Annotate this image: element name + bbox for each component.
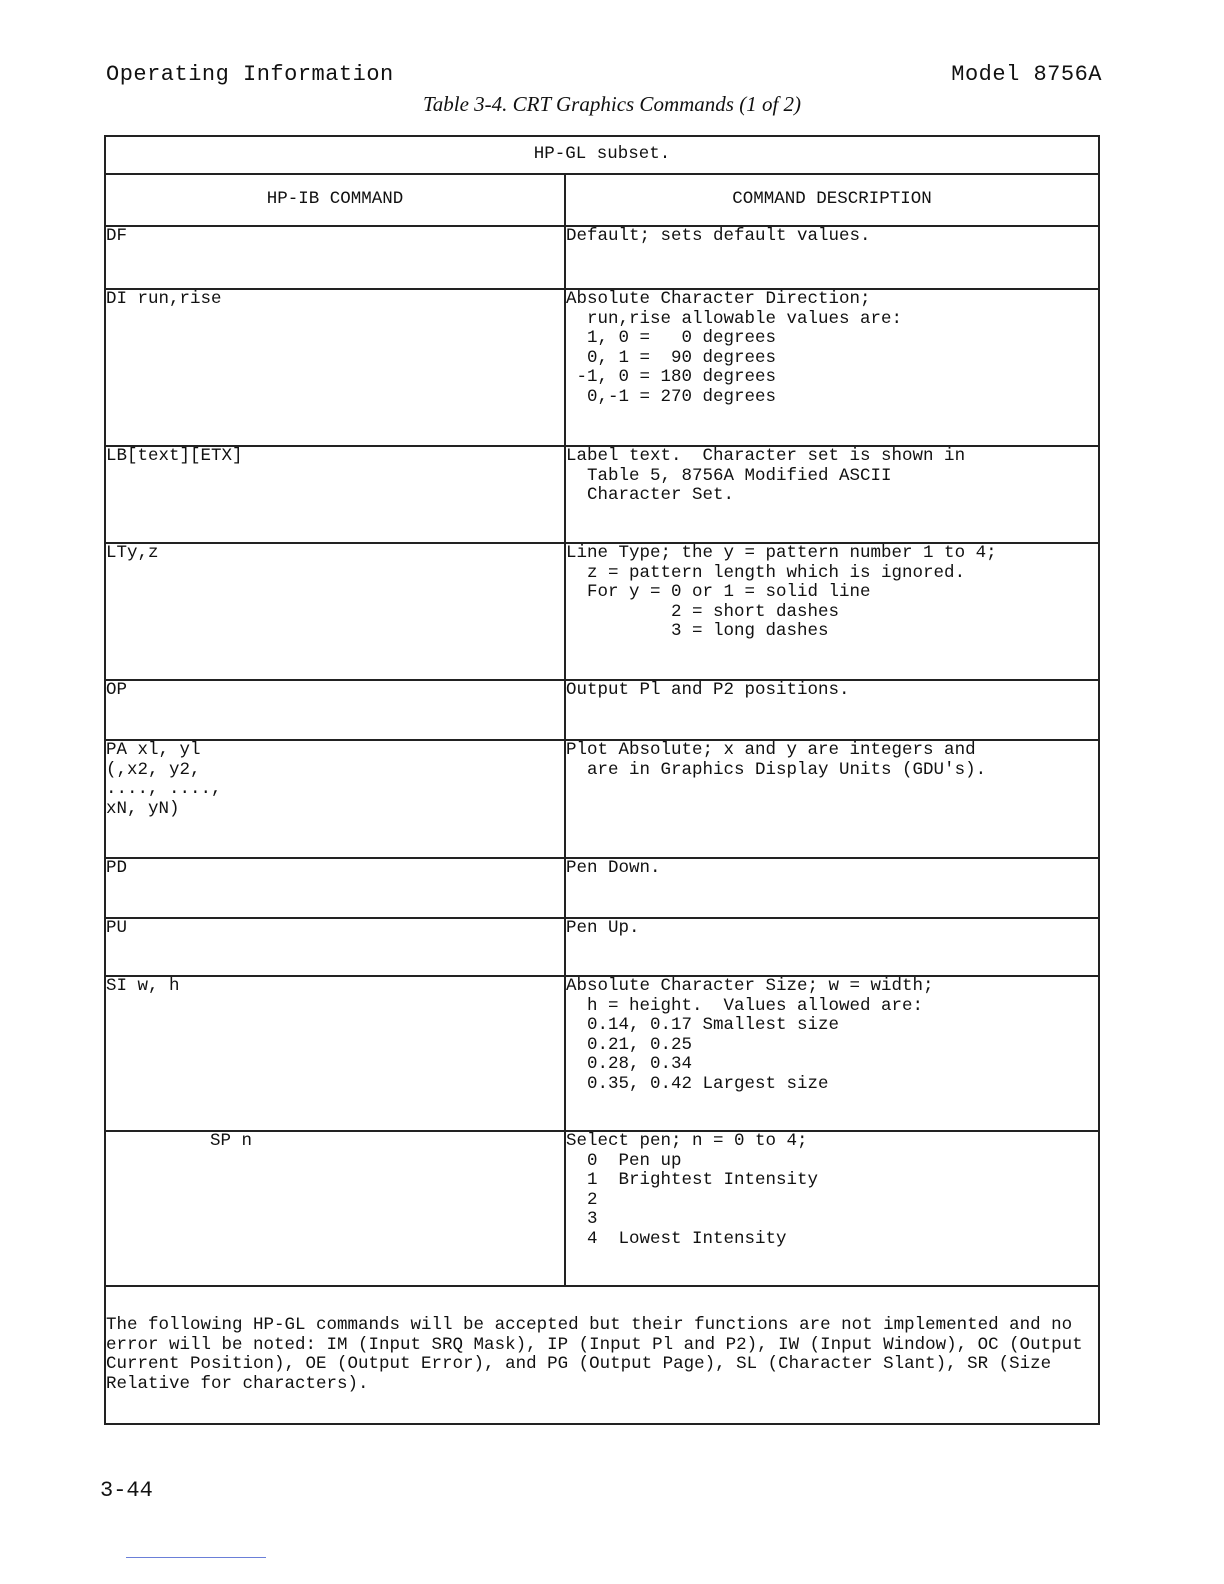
column-header-description: COMMAND DESCRIPTION bbox=[565, 174, 1099, 226]
command-cell: LTy,z bbox=[105, 543, 565, 680]
table-caption: Table 3-4. CRT Graphics Commands (1 of 2) bbox=[422, 92, 802, 116]
running-header-model: Model 8756A bbox=[951, 62, 1102, 87]
table-row bbox=[105, 858, 1099, 918]
command-cell: PA xl, yl (,x2, y2, ...., ...., xN, yN) bbox=[105, 740, 565, 858]
footnote: The following HP-GL commands will be accepted but their functions are not implemented and no error will be noted: IM (Input SRQ Mask), IP (Input Pl and P2), IW (Input Window), OC (Output Current Position), OE (Output Error), and PG (Output Page), SL (Character Slant), SR (Size Relative for characters). bbox=[105, 1286, 1099, 1424]
description-cell: Pen Down. bbox=[565, 858, 1099, 918]
running-header-section: Operating Information bbox=[106, 62, 394, 87]
divider bbox=[126, 1557, 266, 1558]
table-row bbox=[105, 289, 1099, 446]
command-cell: DF bbox=[105, 226, 565, 289]
column-header-command: HP-IB COMMAND bbox=[105, 174, 565, 226]
command-cell: PU bbox=[105, 918, 565, 976]
command-cell: SP n bbox=[105, 1131, 565, 1286]
table-row bbox=[105, 226, 1099, 289]
command-cell: OP bbox=[105, 680, 565, 740]
table-row bbox=[105, 976, 1099, 1131]
table-row bbox=[105, 680, 1099, 740]
footnote-row bbox=[105, 1286, 1099, 1424]
description-cell: Label text. Character set is shown in Table 5, 8756A Modified ASCII Character Set. bbox=[565, 446, 1099, 543]
command-cell: SI w, h bbox=[105, 976, 565, 1131]
command-cell: DI run,rise bbox=[105, 289, 565, 446]
page-number: 3-44 bbox=[100, 1478, 153, 1503]
description-cell: Plot Absolute; x and y are integers and are in Graphics Display Units (GDU's). bbox=[565, 740, 1099, 858]
command-cell: PD bbox=[105, 858, 565, 918]
description-cell: Line Type; the y = pattern number 1 to 4; z = pattern length which is ignored. For y = 0 or 1 = solid line 2 = short dashes 3 = long dashes bbox=[565, 543, 1099, 680]
subset-label: HP-GL subset. bbox=[105, 136, 1099, 174]
description-cell: Pen Up. bbox=[565, 918, 1099, 976]
table-row bbox=[105, 1131, 1099, 1286]
table-row bbox=[105, 543, 1099, 680]
crt-graphics-commands-table bbox=[104, 135, 1100, 1425]
description-cell: Absolute Character Size; w = width; h = height. Values allowed are: 0.14, 0.17 Smallest size 0.21, 0.25 0.28, 0.34 0.35, 0.42 Largest size bbox=[565, 976, 1099, 1131]
description-cell: Default; sets default values. bbox=[565, 226, 1099, 289]
table-row bbox=[105, 446, 1099, 543]
description-cell: Absolute Character Direction; run,rise allowable values are: 1, 0 = 0 degrees 0, 1 = 90 degrees -1, 0 = 180 degrees 0,-1 = 270 degrees bbox=[565, 289, 1099, 446]
description-cell: Output Pl and P2 positions. bbox=[565, 680, 1099, 740]
table-row bbox=[105, 918, 1099, 976]
table-row bbox=[105, 740, 1099, 858]
description-cell: Select pen; n = 0 to 4; 0 Pen up 1 Brightest Intensity 2 3 4 Lowest Intensity bbox=[565, 1131, 1099, 1286]
command-cell: LB[text][ETX] bbox=[105, 446, 565, 543]
